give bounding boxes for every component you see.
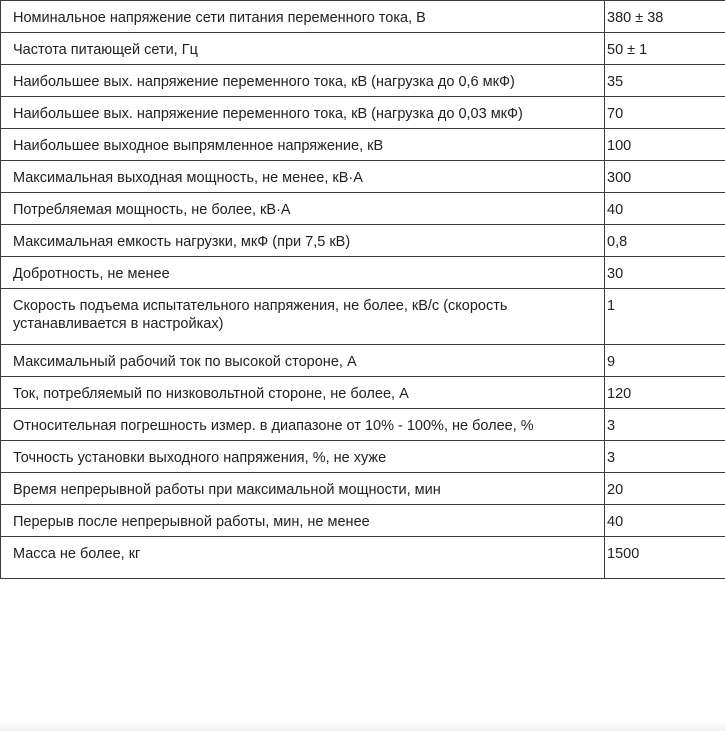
parameter-cell: Масса не более, кг [1, 537, 605, 579]
value-cell: 70 [605, 97, 725, 129]
parameter-cell: Перерыв после непрерывной работы, мин, не менее [1, 505, 605, 537]
table-row [1, 193, 725, 225]
value-cell: 35 [605, 65, 725, 97]
value-cell: 120 [605, 377, 725, 409]
table-row [1, 537, 725, 579]
value-cell: 0,8 [605, 225, 725, 257]
parameter-cell: Наибольшее вых. напряжение переменного тока, кВ (нагрузка до 0,6 мкФ) [1, 65, 605, 97]
parameter-cell: Время непрерывной работы при максимальной мощности, мин [1, 473, 605, 505]
parameter-cell: Наибольшее вых. напряжение переменного тока, кВ (нагрузка до 0,03 мкФ) [1, 97, 605, 129]
value-cell: 9 [605, 345, 725, 377]
parameter-cell: Максимальная выходная мощность, не менее, кВ·А [1, 161, 605, 193]
table-row [1, 1, 725, 33]
table-row [1, 289, 725, 345]
value-cell: 100 [605, 129, 725, 161]
table-row [1, 33, 725, 65]
table-row [1, 257, 725, 289]
parameter-cell: Ток, потребляемый по низковольтной стороне, не более, А [1, 377, 605, 409]
value-cell: 1 [605, 289, 725, 345]
table-row [1, 377, 725, 409]
parameter-cell: Относительная погрешность измер. в диапазоне от 10% - 100%, не более, % [1, 409, 605, 441]
parameter-cell: Максимальная емкость нагрузки, мкФ (при 7,5 кВ) [1, 225, 605, 257]
parameter-cell: Скорость подъема испытательного напряжения, не более, кВ/с (скорость устанавливается в настройках) [1, 289, 605, 345]
value-cell: 40 [605, 505, 725, 537]
parameter-cell: Точность установки выходного напряжения, %, не хуже [1, 441, 605, 473]
table-row [1, 345, 725, 377]
value-cell: 30 [605, 257, 725, 289]
value-cell: 3 [605, 409, 725, 441]
value-cell: 3 [605, 441, 725, 473]
table-row [1, 473, 725, 505]
value-cell: 1500 [605, 537, 725, 579]
parameter-cell: Максимальный рабочий ток по высокой стороне, А [1, 345, 605, 377]
bottom-fade [0, 722, 725, 731]
value-cell: 300 [605, 161, 725, 193]
parameter-cell: Номинальное напряжение сети питания переменного тока, В [1, 1, 605, 33]
parameter-cell: Частота питающей сети, Гц [1, 33, 605, 65]
table-row [1, 409, 725, 441]
parameter-cell: Потребляемая мощность, не более, кВ·А [1, 193, 605, 225]
value-cell: 50 ± 1 [605, 33, 725, 65]
table-row [1, 129, 725, 161]
value-cell: 40 [605, 193, 725, 225]
table-row [1, 65, 725, 97]
table-row [1, 441, 725, 473]
parameter-cell: Добротность, не менее [1, 257, 605, 289]
table-row [1, 505, 725, 537]
table-row [1, 225, 725, 257]
parameter-cell: Наибольшее выходное выпрямленное напряжение, кВ [1, 129, 605, 161]
table-row [1, 161, 725, 193]
value-cell: 380 ± 38 [605, 1, 725, 33]
table-row [1, 97, 725, 129]
value-cell: 20 [605, 473, 725, 505]
